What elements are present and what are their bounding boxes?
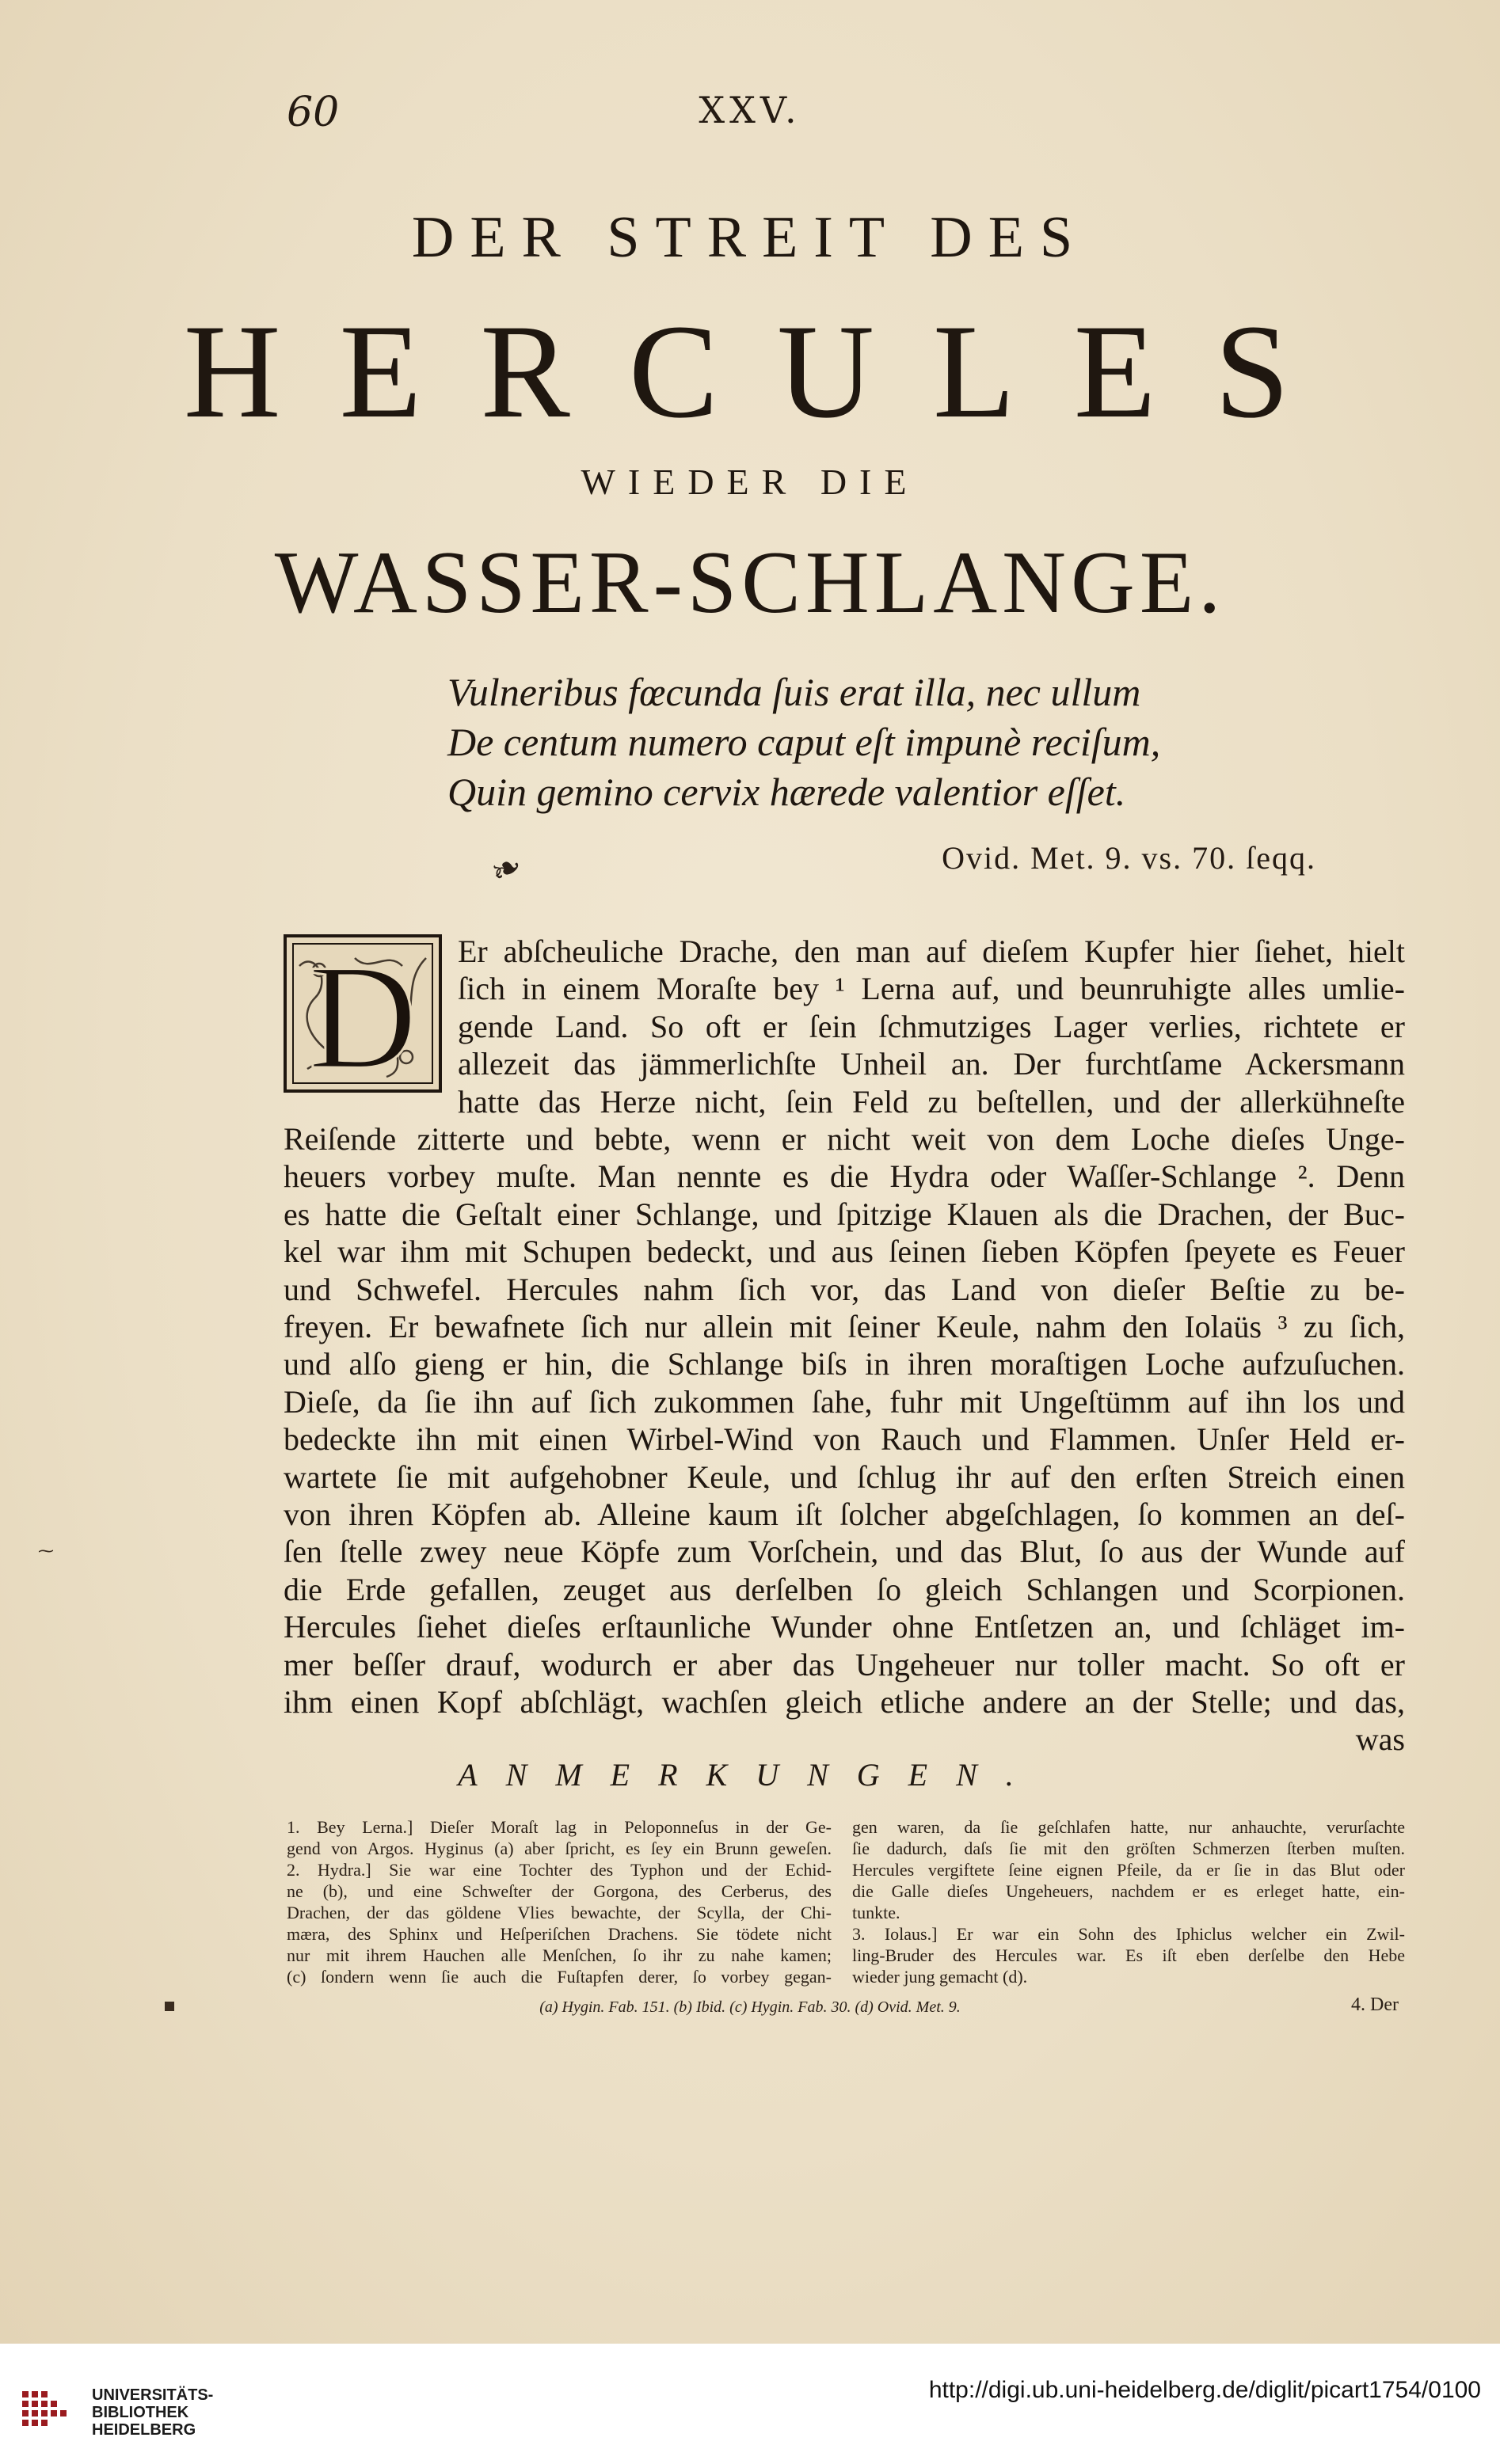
notes-heading: ANMERKUNGEN. [458,1757,1042,1793]
body-line: bedeckte ihn mit einen Wirbel-Wind von Rauch und Flammen. Unſer Held er- [284,1421,1405,1458]
epigraph-citation: Ovid. Met. 9. vs. 70. ſeqq. [942,840,1316,876]
note-line: Drachen, der das göldene Vlies bewachte, der Scylla, der Chi- [287,1903,832,1922]
body-line: allezeit das jämmerlichſte Unheil an. Der furchtſame Ackersmann [458,1046,1405,1082]
title-hercules: HERCULES [183,297,1349,446]
note-line: ling-Bruder des Hercules war. Es iſt eben derſelbe den Hebe [852,1945,1405,1965]
note-line: (c) ſondern wenn ſie auch die Fuſtapfen derer, ſo vorbey gegan- [287,1967,832,1987]
margin-dot [165,2002,174,2011]
body-line: ſen ſtelle zwey neue Köpfe zum Vorſchein, und das Blut, ſo aus der Wunde auf [284,1534,1405,1570]
note-line: wieder jung gemacht (d). [852,1967,1028,1987]
notes-right-column [852,1816,1405,1987]
body-line: gende Land. So oft er ſein ſchmutziges Lager verlies, richtete er [458,1008,1405,1044]
epigraph-line: Vulneribus fœcunda ſuis erat illa, nec ullum [447,670,1141,714]
body-line: es hatte die Geſtalt einer Schlange, und ſpitzige Klauen als die Drachen, der Buc- [284,1196,1405,1232]
body-line: und alſo gieng er hin, die Schlange biſs in ihren moraſtigen Loche aufzuſuchen. [284,1346,1405,1382]
body-line: von ihren Köpfen ab. Alleine kaum iſt ſolcher abgeſchlagen, ſo kommen an deſ- [284,1496,1405,1532]
ink-flourish-icon: ❧ [483,842,530,895]
note-line: ne (b), und eine Schweſter der Gorgona, des Cerberus, des [287,1881,832,1901]
title-line-3: WIEDER DIE [581,462,919,502]
title-wasser-schlange: WASSER-SCHLANGE. [274,534,1226,632]
epigraph-line: Quin gemino cervix hærede valentior eſſet. [447,770,1126,814]
catchword: 4. Der [1351,1994,1399,2015]
page-number: 60 [287,89,340,136]
body-line: ſich in einem Moraſte bey ¹ Lerna auf, und beunruhigte alles umlie- [458,971,1405,1007]
body-line: kel war ihm mit Schupen bedeckt, und aus ſeinen ſieben Köpfen ſpeyete es Feuer [284,1234,1405,1270]
note-line: 2. Hydra.] Sie war eine Tochter des Typhon und der Echid- [287,1860,832,1880]
body-line: Reiſende zitterte und bebte, wenn er nicht weit von dem Loche dieſes Unge- [284,1121,1405,1157]
library-footer [0,2344,1500,2464]
note-line: ſie dadurch, daſs ſie mit den gröſten Schmerzen ſterben muſten. [852,1838,1405,1858]
body-line: wartete ſie mit aufgehobner Keule, und ſchlug ihr auf den erſten Streich einen [284,1458,1405,1495]
body-line: hatte das Herze nicht, ſein Feld zu beſtellen, und der allerkühneſte [458,1083,1405,1120]
chapter-number: XXV. [699,89,801,131]
institution-name: UNIVERSITÄTS- BIBLIOTHEK HEIDELBERG [92,2386,214,2439]
body-line: Er abſcheuliche Drache, den man auf dieſem Kupfer hier ſiehet, hielt [458,934,1405,969]
note-line: die Galle dieſes Ungeheuers, nachdem er es erleget hatte, ein- [852,1881,1405,1901]
note-line: 1. Bey Lerna.] Dieſer Moraſt lag in Peloponneſus in der Ge- [287,1817,832,1837]
body-line: was [1355,1721,1405,1758]
notes-left-column [287,1816,832,1987]
body-line: und Schwefel. Hercules nahm ſich vor, das Land von dieſer Beſtie zu be- [284,1271,1405,1307]
body-line: Hercules ſiehet dieſes erſtaunliche Wunder ohne Entſetzen an, und ſchläget im- [284,1609,1405,1645]
margin-mark-icon: ⁓ [38,1541,54,1560]
epigraph-line: De centum numero caput eſt impunè reciſum, [447,720,1161,764]
note-line: 3. Iolaus.] Er war ein Sohn des Iphiclus welcher ein Zwil- [852,1924,1405,1944]
note-line: tunkte. [852,1903,900,1922]
decorated-initial [284,934,442,1093]
body-line: mer beſſer drauf, wodurch er aber das Ungeheuer nur toller macht. So oft er [284,1646,1405,1683]
body-line: freyen. Er bewafnete ſich nur allein mit ſeiner Keule, nahm den Iolaüs ³ zu ſich, [284,1309,1405,1344]
footnote-references: (a) Hygin. Fab. 151. (b) Ibid. (c) Hygin. Fab. 30. (d) Ovid. Met. 9. [539,1998,961,2016]
body-line: die Erde gefallen, zeuget aus derſelben ſo gleich Schlangen und Scorpionen. [284,1571,1405,1607]
university-library-logo-icon [19,2385,79,2437]
source-url-link[interactable]: http://digi.ub.uni-heidelberg.de/diglit/picart1754/0100 [928,2377,1481,2403]
body-line: Dieſe, da ſie ihn auf ſich zukommen ſahe, fuhr mit Ungeſtümm auf ihn los und [284,1383,1405,1420]
initial-letter: D [308,934,417,1093]
body-line: heuers vorbey muſte. Man nennte es die Hydra oder Waſſer-Schlange ². Denn [284,1158,1405,1195]
note-line: nur mit ihrem Hauchen alle Menſchen, ſo ihr zu nahe kamen; [287,1945,832,1965]
note-line: gen waren, da ſie geſchlafen hatte, nur anhauchte, verurſachte [852,1817,1405,1837]
note-line: Hercules vergiftete ſeine eignen Pfeile, da er ſie in das Blut oder [852,1860,1405,1880]
note-line: gend von Argos. Hyginus (a) aber ſpricht, es ſey ein Brunn geweſen. [287,1838,832,1858]
title-line-1: DER STREIT DES [411,205,1089,270]
note-line: mæra, des Sphinx und Heſperiſchen Drachens. Sie tödete nicht [287,1924,832,1944]
body-line: ihm einen Kopf abſchlägt, wachſen gleich etliche andere an der Stelle; und das, [284,1684,1405,1720]
